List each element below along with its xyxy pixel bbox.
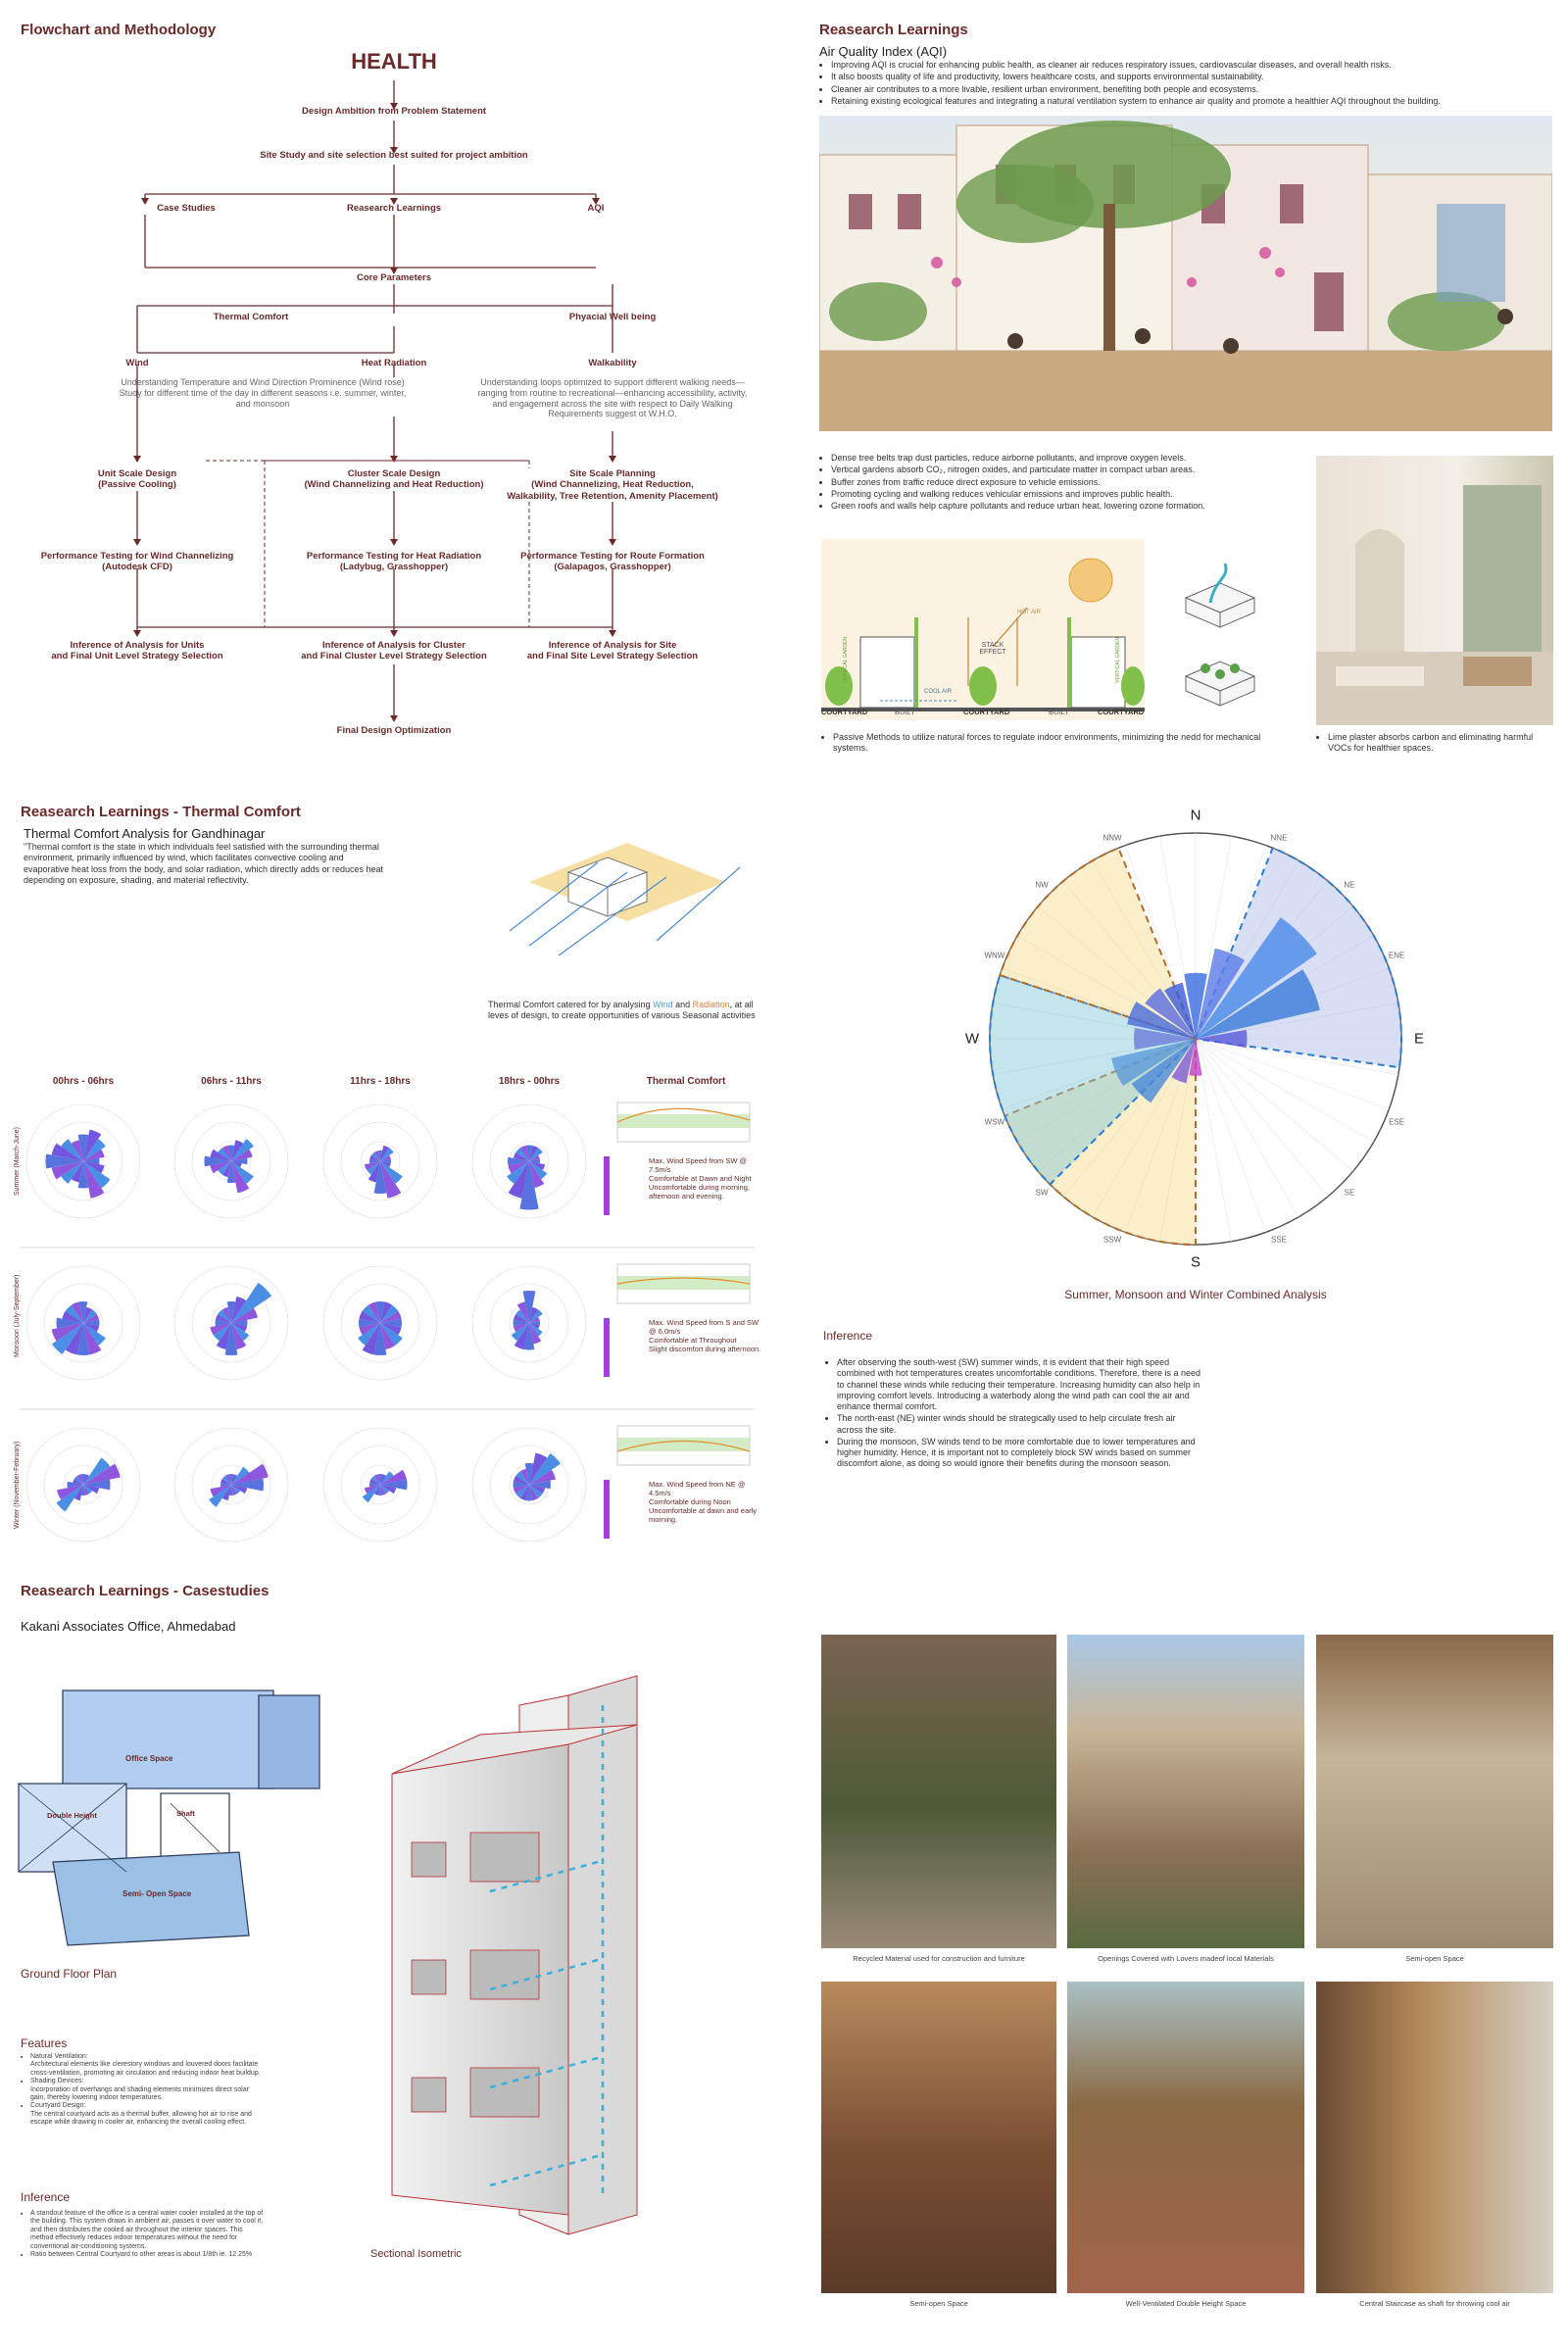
node-aqi: AQI	[587, 203, 605, 214]
windrose-small	[174, 1104, 288, 1218]
compass-label: ENE	[1388, 951, 1405, 960]
photo-caption: Well-Ventilated Double Height Space	[1125, 2299, 1247, 2308]
node-thermal-comfort: Thermal Comfort	[213, 312, 289, 322]
compass-label: NW	[1035, 880, 1049, 890]
windrose-inference-item: • The north-east (NE) winter winds should be strategically used to help circulate fresh air across the site.	[837, 1413, 1202, 1436]
node-design-ambition: Design Ambition from Problem Statement	[301, 106, 487, 117]
thermal-caption	[488, 1000, 758, 1022]
compass-label: SSW	[1102, 1235, 1122, 1245]
photo-louver-openings	[1067, 1635, 1304, 1948]
windrose-small	[174, 1266, 288, 1380]
node-final-design: Final Design Optimization	[336, 725, 452, 736]
compass-label: SSE	[1270, 1235, 1287, 1245]
winter-note: Max. Wind Speed from NE @ 4.5m/s Comfortable during Noon Uncomfortable at dawn and early morning.	[649, 1480, 758, 1524]
thermal-caption-pre: Thermal Comfort catered for by analysing	[488, 1000, 654, 1009]
stack-effect-drawing	[821, 539, 1145, 720]
column-header: 00hrs - 06hrs	[52, 1076, 115, 1087]
plan-label-semi-open: Semi- Open Space	[122, 1889, 192, 1898]
speed-legend-bar	[604, 1480, 610, 1539]
passive-note	[821, 732, 1292, 756]
flowchart-heading: Flowchart and Methodology	[21, 22, 217, 38]
stack-label-courtyard: COURTYARD	[821, 708, 868, 716]
windrose-small	[26, 1428, 140, 1542]
ventilation-axo-icons	[1176, 559, 1264, 715]
stack-label-hot-air: HOT AIR	[1017, 610, 1041, 615]
photo-caption: Central Staircase as shaft for throwing cool air	[1359, 2299, 1510, 2308]
aqi-strategy: • Buffer zones from traffic reduce direct exposure to vehicle emissions.	[831, 477, 1290, 488]
feature-item: • Courtyard Design: The central courtyard acts as a thermal buffer, allowing hot air to rise and escape while drawing in cooler air, enhancing the overall cooling effect.	[30, 2102, 266, 2127]
windrose-small	[26, 1266, 140, 1380]
speed-legend-bar	[604, 1318, 610, 1377]
casestudy-inference-item: • Ratio between Central Courtyard to other areas is about 1/8th ie. 12.25%	[30, 2251, 266, 2259]
aqi-strategy: • Dense tree belts trap dust particles, reduce airborne pollutants, and improve oxygen levels.	[831, 453, 1290, 464]
node-inference-units: Inference of Analysis for Units and Final Unit Level Strategy Selection	[51, 640, 223, 662]
column-header: Thermal Comfort	[646, 1076, 726, 1087]
lime-note-text: • Lime plaster absorbs carbon and eliminating harmful VOCs for healthier spaces.	[1328, 732, 1556, 755]
features-list	[21, 2053, 266, 2128]
stack-label-vertical-garden: VERTICAL GARDEN	[843, 637, 849, 683]
photo-central-staircase	[1316, 1982, 1553, 2293]
windrose-inference-heading: Inference	[823, 1329, 873, 1343]
windrose-spoke	[1196, 1039, 1266, 1232]
aqi-bullet: • Improving AQI is crucial for enhancing public health, as cleaner air reduces respiratory issues, cardiovascular diseases, and overall health risks.	[831, 60, 1554, 71]
plan-caption: Ground Floor Plan	[21, 1967, 118, 1981]
compass-label: WNW	[984, 951, 1005, 960]
node-unit-scale: Unit Scale Design (Passive Cooling)	[97, 468, 177, 491]
node-performance-heat: Performance Testing for Heat Radiation (Ladybug, Grasshopper)	[306, 551, 482, 573]
node-research-learnings: Reasearch Learnings	[346, 203, 442, 214]
windrose-small	[472, 1266, 586, 1380]
photo-caption: Semi-open Space	[909, 2299, 968, 2308]
casestudy-inference-heading: Inference	[21, 2190, 71, 2204]
windrose-small	[472, 1428, 586, 1542]
speed-legend-bar	[604, 1156, 610, 1215]
season-label-monsoon: Monsoon (July-September)	[14, 1274, 21, 1357]
stack-label-built: BUILT	[895, 708, 915, 716]
compass-label: W	[964, 1030, 980, 1048]
windrose-small	[174, 1428, 288, 1542]
compass-label: WSW	[984, 1117, 1005, 1127]
comfort-band	[617, 1438, 750, 1451]
feature-item: • Natural Ventilation: Architectural elements like clerestory windows and louvered doors facilitate cross-ventilation, promoting air circulation and reducing indoor heat buildup.	[30, 2053, 266, 2078]
aqi-bullet: • Retaining existing ecological features and integrating a natural ventilation system to enhance air quality and promote a healthier AQI throughout the building.	[831, 96, 1554, 107]
isometric-caption: Sectional Isometric	[370, 2248, 462, 2260]
sectional-isometric	[372, 1666, 745, 2254]
aqi-bullet: • Cleaner air contributes to a more livable, resilient urban environment, benefiting both people and ecosystems.	[831, 84, 1554, 95]
aqi-strategy: • Green roofs and walls help capture pollutants and reduce urban heat, lowering ozone formation.	[831, 501, 1290, 512]
compass-label: SE	[1344, 1188, 1355, 1198]
thermal-definition: "Thermal comfort is the state in which individuals feel satisfied with the surrounding thermal environment, primarily influenced by wind, which facilitates convective cooling and evaporative heat loss from the body, and solar radiation, which directly adds or reduces heat depending on exposure, shading, and material reflectivity.	[24, 842, 384, 885]
windrose-small	[26, 1104, 140, 1218]
node-cluster-scale: Cluster Scale Design (Wind Channelizing and Heat Reduction)	[304, 468, 484, 491]
compass-label: E	[1413, 1030, 1425, 1048]
aqi-strategies	[819, 453, 1290, 513]
thermal-caption-and: and	[672, 1000, 693, 1009]
windrose-small	[323, 1428, 437, 1542]
flowchart-title: HEALTH	[351, 49, 437, 74]
thermal-axo-diagram	[510, 823, 745, 960]
windrose-small	[323, 1104, 437, 1218]
photo-caption: Openings Covered with Lovers madeof local Materials	[1098, 1954, 1274, 1963]
node-heat-radiation: Heat Radiation	[361, 358, 427, 368]
compass-label: ESE	[1389, 1117, 1405, 1127]
aqi-bullet: • It also boosts quality of life and productivity, lowers healthcare costs, and supports environmental sustainability.	[831, 72, 1554, 82]
wind-description: Understanding Temperature and Wind Direction Prominence (Wind rose) Study for different time of the day in different seasons i.e. summer, winter, and monsoon	[119, 377, 407, 409]
walkability-description: Understanding loops optimized to support different walking needs—ranging from routine to recreational—enhancing accessibility, activity, and engagement across the site with respect to Daily Walking Requirements suggest ot W.H.O.	[477, 377, 748, 419]
feature-item: • Shading Devices: Incorporation of overhangs and shading elements minimizes direct solar gain, thereby lowering indoor temperatures.	[30, 2078, 266, 2102]
thermal-caption-post: , at all leves of design, to create opportunities of various Seasonal activities	[488, 1000, 756, 1021]
photo-semi-open-space	[1316, 1635, 1553, 1948]
thermal-caption-wind: Wind	[653, 1000, 673, 1009]
node-performance-wind: Performance Testing for Wind Channelizing (Autodesk CFD)	[40, 551, 234, 573]
column-header: 18hrs - 00hrs	[498, 1076, 561, 1087]
aqi-subheading: Air Quality Index (AQI)	[819, 44, 948, 59]
passive-note-text: • Passive Methods to utilize natural forces to regulate indoor environments, minimizing the nedd for mechanical systems.	[833, 732, 1292, 755]
combined-windrose	[941, 804, 1450, 1274]
aqi-bullets	[819, 60, 1554, 108]
monsoon-note: Max. Wind Speed from S and SW @ 6.0m/s Comfortable at Throughout Slight discomfort during afternoon.	[649, 1318, 761, 1353]
thermal-subheading: Thermal Comfort Analysis for Gandhinagar	[24, 826, 266, 841]
node-case-studies: Case Studies	[157, 203, 216, 214]
windrose-small	[323, 1266, 437, 1380]
windrose-inference-list	[825, 1357, 1202, 1471]
node-performance-route: Performance Testing for Route Formation (Galapagos, Grasshopper)	[520, 551, 705, 573]
compass-label: SW	[1035, 1188, 1049, 1198]
stack-effect-diagram	[821, 539, 1145, 720]
plan-label-double-height: Double Height	[47, 1811, 97, 1820]
column-header: 11hrs - 18hrs	[350, 1076, 411, 1087]
windrose-caption: Summer, Monsoon and Winter Combined Analysis	[1064, 1288, 1327, 1301]
plan-label-office: Office Space	[125, 1754, 173, 1763]
stack-label-courtyard: COURTYARD	[963, 708, 1010, 716]
windrose-small	[472, 1104, 586, 1218]
column-header: 06hrs - 11hrs	[201, 1076, 262, 1087]
ground-floor-plan	[14, 1686, 327, 1960]
casestudy-inference-list	[21, 2210, 266, 2259]
stack-label-vertical-garden: VERTICAL GARDEN	[1115, 637, 1121, 683]
stack-label-effect: STACK EFFECT	[979, 642, 1006, 656]
compass-label: N	[1190, 807, 1201, 824]
compass-label: NNW	[1102, 833, 1122, 843]
thermal-heading: Reasearch Learnings - Thermal Comfort	[21, 804, 301, 820]
photo-caption: Semi-open Space	[1405, 1954, 1464, 1963]
lime-plaster-photo	[1316, 456, 1553, 725]
lime-plaster-drawing	[1316, 456, 1553, 725]
node-wind: Wind	[125, 358, 149, 368]
casestudy-subheading: Kakani Associates Office, Ahmedabad	[21, 1619, 236, 1634]
photo-recycled-material	[821, 1635, 1056, 1948]
thermal-caption-radiation: Radiation	[692, 1000, 730, 1009]
stack-label-built: BUILT	[1049, 708, 1069, 716]
node-site-study: Site Study and site selection best suited for project ambition	[260, 150, 528, 161]
windrose-spoke	[1196, 1039, 1328, 1197]
season-label-summer: Summer (March-June)	[14, 1126, 21, 1196]
node-site-scale: Site Scale Planning (Wind Channelizing, Heat Reduction, Walkability, Tree Retention, Amenity Placement)	[507, 468, 718, 502]
season-label-winter: Winter (November-February)	[14, 1441, 21, 1529]
summer-note: Max. Wind Speed from SW @ 7.5m/s Comfortable at Dawn and Night Uncomfortable during morning, afternoon and evening.	[649, 1156, 752, 1200]
aqi-strategy: • Vertical gardens absorb CO₂, nitrogen oxides, and particulate matter in compact urban areas.	[831, 465, 1290, 475]
windrose-inference-item: • During the monsoon, SW winds tend to be more comfortable due to lower temperatures and higher humidity. Hence, it is important not to completely block SW winds based on summer discomfort alone, as doing so would ignore their benefits during the monsoon season.	[837, 1437, 1202, 1470]
stack-label-cool-air: COOL AIR	[924, 689, 953, 695]
casestudy-inference-item: • A standout feature of the office is a central water cooler installed at the top of the building. This system draws in ambient air, passes it over water to cool it, and then distributes the cooled air throughout the interior spaces. This method effectively reduces indoor temperatures without the need for conventional air-conditioning systems.	[30, 2210, 266, 2251]
features-heading: Features	[21, 2036, 68, 2050]
photo-double-height	[1067, 1982, 1304, 2293]
compass-label: NNE	[1270, 833, 1288, 843]
aqi-strategy: • Promoting cycling and walking reduces vehicular emissions and improves public health.	[831, 489, 1290, 500]
stack-label-courtyard: COURTYARD	[1098, 708, 1145, 716]
node-physical-wellbeing: Phyacial Well being	[568, 312, 657, 322]
courtyard-illustration	[819, 116, 1552, 431]
lime-note	[1316, 732, 1556, 756]
photo-semi-open-space-2	[821, 1982, 1056, 2293]
casestudy-heading: Reasearch Learnings - Casestudies	[21, 1583, 270, 1599]
research-heading: Reasearch Learnings	[819, 22, 968, 38]
plan-label-shaft: Shaft	[176, 1809, 195, 1818]
courtyard-illustration-drawing	[819, 116, 1552, 431]
comfort-band	[617, 1114, 750, 1128]
node-inference-site: Inference of Analysis for Site and Final Site Level Strategy Selection	[526, 640, 699, 662]
node-core-parameters: Core Parameters	[356, 272, 432, 283]
compass-label: NE	[1344, 880, 1355, 890]
photo-caption: Recycled Material used for construction and furniture	[853, 1954, 1025, 1963]
compass-label: S	[1190, 1253, 1201, 1271]
node-inference-cluster: Inference of Analysis for Cluster and Final Cluster Level Strategy Selection	[301, 640, 487, 662]
windrose-spoke	[1196, 1039, 1353, 1171]
node-walkability: Walkability	[588, 358, 637, 368]
windrose-inference-item: • After observing the south-west (SW) summer winds, it is evident that their high speed combined with hot temperatures creates uncomfortable conditions. Therefore, there is a need to channel these winds while reducing their temperature. Increasing humidity can also help in improving comfort levels. Introducing a waterbody along the wind path can cool the air and enhance thermal comfort.	[837, 1357, 1202, 1412]
